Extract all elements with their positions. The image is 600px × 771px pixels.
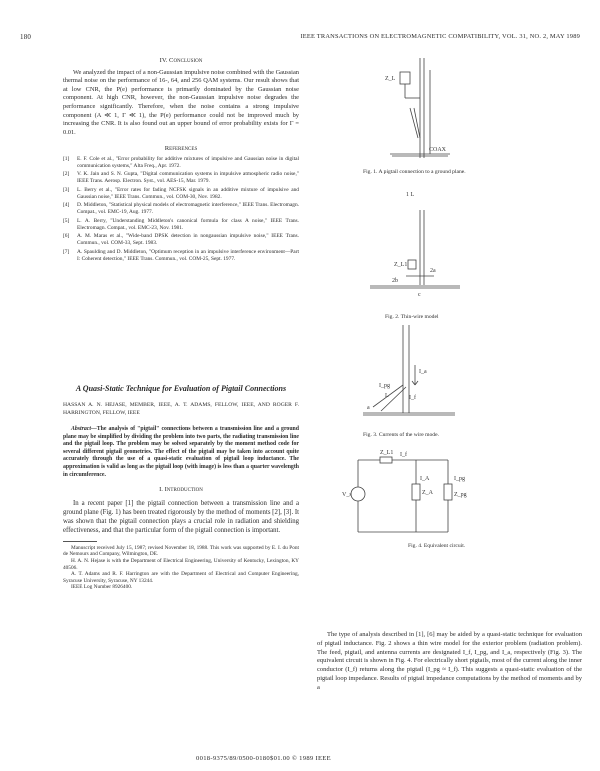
copyright-footer: 0018-9375/89/0500-0180$01.00 © 1989 IEEE (196, 755, 331, 762)
fig3-a-label: a (367, 405, 370, 411)
fig3-ia-label: I_a (419, 369, 427, 375)
reference-item: [1] E. F. Cole et al., "Error probability for additive mixtures of impulsive and Gaussian noise in digital communication systems," Alta Freq., Apr. 1972. (63, 155, 299, 169)
figure-1-caption: Fig. 1. A pigtail connection to a ground plane. (363, 169, 466, 175)
fig1-coax-label: COAX (429, 147, 447, 153)
figure-2-diagram (370, 190, 470, 310)
article-block (63, 384, 299, 591)
figure-3-caption: Fig. 3. Currents of the wire mode. (363, 432, 439, 438)
fig2-zl-label: Z_L1 (394, 262, 408, 268)
figure-4-diagram (340, 450, 490, 540)
author-line: HASSAN A. N. HEJASE, MEMBER, IEEE, A. T. ADAMS, FELLOW, IEEE, AND ROGER F. HARRINGTON, FELLOW, IEEE (63, 402, 299, 416)
conclusion-paragraph: We analyzed the impact of a non-Gaussian impulsive noise combined with the Gaussian thermal noise on the performance of 16-, 64, and 256 QAM systems. Our result shows that at low CNR, the P(e) performance is primarily dominated by the Gaussian noise component. At high CNR, however, the non-Gaussian impulsive noise degrades the performance significantly. Therefore, when the noise contains a strong impulsive component (A ≪ 1, Γ ≪ 1), the P(e) performance could not be improved much by increasing the CNR. It is also found out an upper bound of error probability exists for Γ = 0.01. (63, 68, 299, 136)
fig4-za-label: Z_A (422, 490, 433, 496)
conclusion-heading: IV. Conclusion (159, 57, 203, 64)
fig4-vs-label: V_s (342, 492, 352, 498)
intro-heading: I. Introduction (159, 486, 203, 494)
intro-paragraph: In a recent paper [1] the pigtail connection between a transmission line and a ground plane (Fig. 1) has been treated rigorously by the method of moments [2], [3]. It was shown that the pigtail connection plays a crucial role in radiation and shielding effectiveness, and that the particular form of the pigtail connection is important. (63, 499, 299, 534)
footnote: Manuscript received July 15, 1987; revised November 18, 1988. This work was supported by E. I. du Pont de Nemours and Company, Wilmington, DE. (63, 544, 299, 558)
article-title: A Quasi-Static Technique for Evaluation of Pigtail Connections (75, 384, 287, 393)
fig3-ipg-label: I_pg (379, 383, 390, 389)
reference-list (63, 156, 299, 263)
fig2-2a-label: 2a (430, 268, 436, 274)
fig2-g-label: c (418, 292, 421, 298)
figure-2-caption: Fig. 2. Thin-wire model (385, 314, 439, 320)
references-heading: References (164, 145, 198, 153)
fig4-ipg-label: I_pg (454, 476, 465, 482)
fig4-ia-label: I_A (420, 476, 430, 482)
right-column-text (317, 631, 582, 693)
footnote: H. A. N. Hejase is with the Department of Electrical Engineering, University of Kentucky, Lexington, KY 40506. (63, 557, 299, 571)
running-header: IEEE TRANSACTIONS ON ELECTROMAGNETIC COMPATIBILITY, VOL. 31, NO. 2, MAY 1989 (300, 33, 580, 40)
reference-item: [2] V. K. Jain and S. N. Gupta, "Digital communication systems in impulsive atmospheric radio noise," IEEE Trans. Aerosp. Electron. Syst., vol. AES-15, Mar. 1979. (63, 171, 299, 185)
fig4-if-label: I_f (400, 452, 407, 458)
footnote-rule (63, 541, 97, 542)
left-column (63, 57, 299, 264)
reference-item: [3] L. Berry et al., "Error rates for fading NCFSK signals in an additive mixture of impulsive and Gaussian noise," IEEE Trans. Commun., vol. COM-30, Nov. 1982. (63, 186, 299, 200)
fig1-zl-label: Z_L (385, 76, 396, 82)
figure-4-caption: Fig. 4. Equivalent circuit. (408, 543, 466, 549)
page-number: 180 (20, 33, 32, 41)
abstract: Abstract—The analysis of "pigtail" connections between a transmission line and a ground plane may be simplified by dividing the problem into two parts, the radiating transmission line and the pigtail loop. The problem may be solved separately by the moment method code for several different pigtail geometries. The effect of the pigtail may be taken into account quite accurately through the use of a quasi-static evaluation of pigtail loop inductance. The approximation is valid as long as the pigtail loop (with image) is less than a quarter wavelength in circumference. (63, 426, 299, 478)
reference-item: [4] D. Middleton, "Statistical physical models of electromagnetic interference," IEEE Trans. Electromagn. Compat., vol. EMC-19, Aug. 1977. (63, 202, 299, 216)
figure-3-diagram (363, 325, 473, 425)
right-paragraph: The type of analysis described in [1], [6] may be aided by a quasi-static technique for evaluation of pigtail inductance. Fig. 2 shows a thin wire model for the exterior problem (radiation problem). The feed, pigtail, and antenna currents are designated I_f, I_pg, and I_a, respectively (Fig. 3). The equivalent circuit is shown in Fig. 4. For electrically short pigtails, most of the current along the inner conductor (I_f) returns along the pigtail (I_pg ≈ I_f). This suggests a quasi-static evaluation of the pigtail loop impedance. Results of pigtail impedance computations by the method of moments and by a (317, 631, 582, 691)
fig4-zl1-label: Z_L1 (380, 450, 394, 456)
reference-item: [5] L. A. Berry, "Understanding Middleton's canonical formula for class A noise," IEEE Trans. Electromagn. Compat., vol. EMC-23, Nov. 1981. (63, 217, 299, 231)
footnote: IEEE Log Number 8926400. (71, 584, 133, 591)
reference-item: [7] A. Spaulding and D. Middleton, "Optimum reception in an impulsive interference environment—Part I: Coherent detection," IEEE Trans. Commun., vol. COM-25, Sept. 1977. (63, 248, 299, 262)
fig3-l-label: L (385, 393, 389, 399)
reference-item: [6] A. M. Maras et al., "Wide-band DPSK detection in nongaussian impulsive noise," IEEE Trans. Commun., vol. COM-33, Sept. 1983. (63, 233, 299, 247)
footnote: A. T. Adams and R. F. Harrington are with the Department of Electrical and Computer Engineering, Syracuse University, Syracuse, NY 13244. (63, 571, 299, 584)
figure-1-diagram (380, 58, 490, 168)
fig2-top-label: 1 L (406, 192, 415, 198)
fig3-if-label: I_f (409, 395, 416, 401)
fig4-zpg-label: Z_pg (454, 492, 467, 498)
fig2-2b-label: 2b (392, 278, 398, 284)
